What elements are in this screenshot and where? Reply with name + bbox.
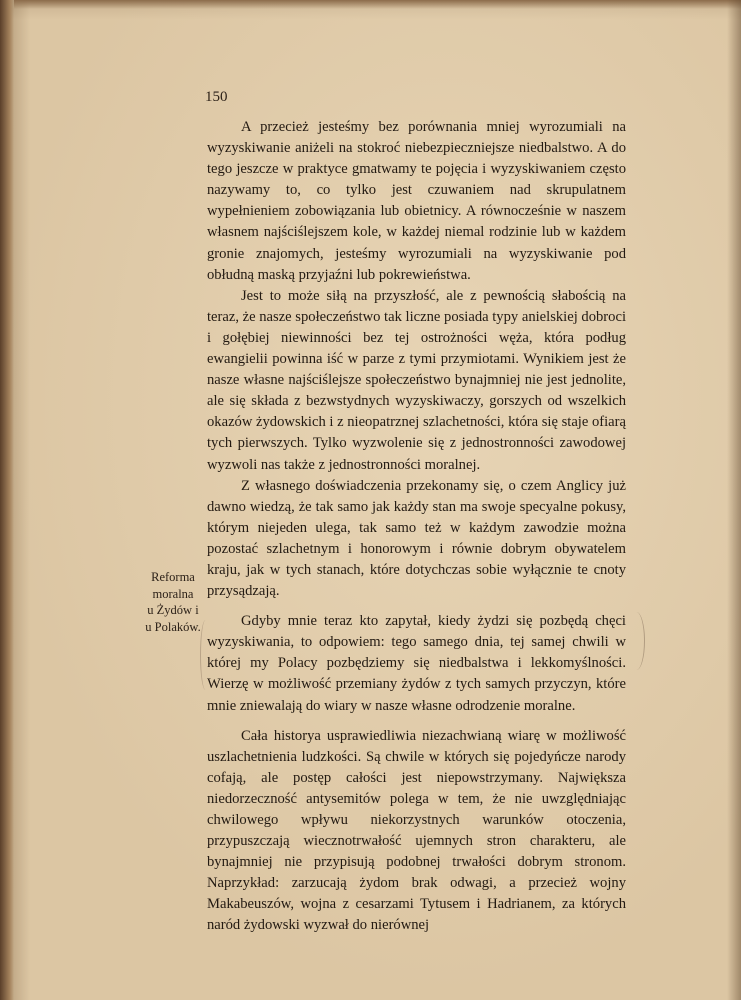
paragraph: Cała historya usprawiedliwia niezachwianą wiarę w możliwość uszlachetnienia ludzkości. Są chwile w których się pojedyńcze narody cofają, ale postęp całości jest niepowstrzymany. Największa niedorzeczność antysemitów polega w tem, że nie uwzględniając chwilowego wpływu niekorzystnych warunków otoczenia, przypuszczają wiecznotrwałość ujemnych stron charakteru, ale bynajmniej nie przypisują podobnej trwałości dobrym stronom. Naprzykład: zarzucają żydom brak odwagi, a przecież wojny Makabeuszów, wojna z cesarzami Tytusem i Hadrianem, za których naród żydowski wyzwał do nierównej <box>207 727 626 934</box>
body-text <box>207 117 626 937</box>
margin-note <box>140 569 206 635</box>
pencil-mark <box>200 620 211 690</box>
book-spine <box>0 0 14 1000</box>
paragraph: Z własnego doświadczenia przekonamy się, o czem Anglicy już dawno wiedzą, że tak samo jak każdy stan ma swoje specyalne pokusy, którym niejeden ulega, tak samo też w każdym zawodzie można pozostać szlachetnym i honorowym i równie dobrym obywatelem kraju, jak w tych stanach, które dotychczas sobie wyłącznie te cnoty przysądzają. <box>207 477 626 600</box>
pencil-mark <box>628 612 645 670</box>
margin-note-line: moralna <box>152 586 194 601</box>
page-top-edge <box>14 0 741 9</box>
paragraph: Gdyby mnie teraz kto zapytał, kiedy żydzi się pozbędą chęci wyzyskiwania, to odpowiem: tego samego dnia, tej samej chwili w której my Polacy pozbędziemy się niedbalstwa i lekkomyślności. Wierzę w możliwość przemiany żydów z tych samych przyczyn, które mnie zniewalają do wiary w nasze własne odrodzenie moralne. <box>207 613 626 714</box>
paragraph: Jest to może siłą na przyszłość, ale z pewnością słabością na teraz, że nasze społeczeństwo tak liczne posiada typy anielskiej dobroci i gołębiej niewinności bez tej ostrożności węża, która podług ewangielii powinna iść w parze z tymi przymiotami. Wynikiem jest że nasze własne najściślejsze społeczeństwo bynajmniej nie jest jednolite, ale się składa z bezwstydnych wyzyskiwaczy, gorszych od wszelkich okazów żydowskich i z nieopatrznej szlachetności, która się staje ofiarą tych pierwszych. Tylko wyzwolenie się z jednostronności zawodowej wyzwoli nas także z jednostronności moralnej. <box>207 287 627 473</box>
page-right-edge <box>727 0 741 1000</box>
page-number: 150 <box>205 89 228 105</box>
margin-note-line: u Żydów i <box>147 603 199 617</box>
margin-note-line: u Polaków. <box>145 619 201 634</box>
margin-note-line: Reforma <box>151 570 195 584</box>
paragraph: A przecież jesteśmy bez porównania mniej wyrozumiali na wyzyskiwanie aniżeli na stokroć niebezpieczniejsze niedbalstwo. A do tego jeszcze w praktyce gmatwamy te pojęcia i wyzyskiwaniem często nazywamy to, co tylko jest czuwaniem nad skrupulatnem wypełnieniem zobowiązania lub obietnicy. A równocześnie w naszem własnem najściślejszem kole, w każdej niemal rodzinie lub w każdem gronie znajomych, jesteśmy wyrozumiali na wyzyskiwanie pod obłudną maską przyjaźni lub pokrewieństwa. <box>207 119 626 283</box>
